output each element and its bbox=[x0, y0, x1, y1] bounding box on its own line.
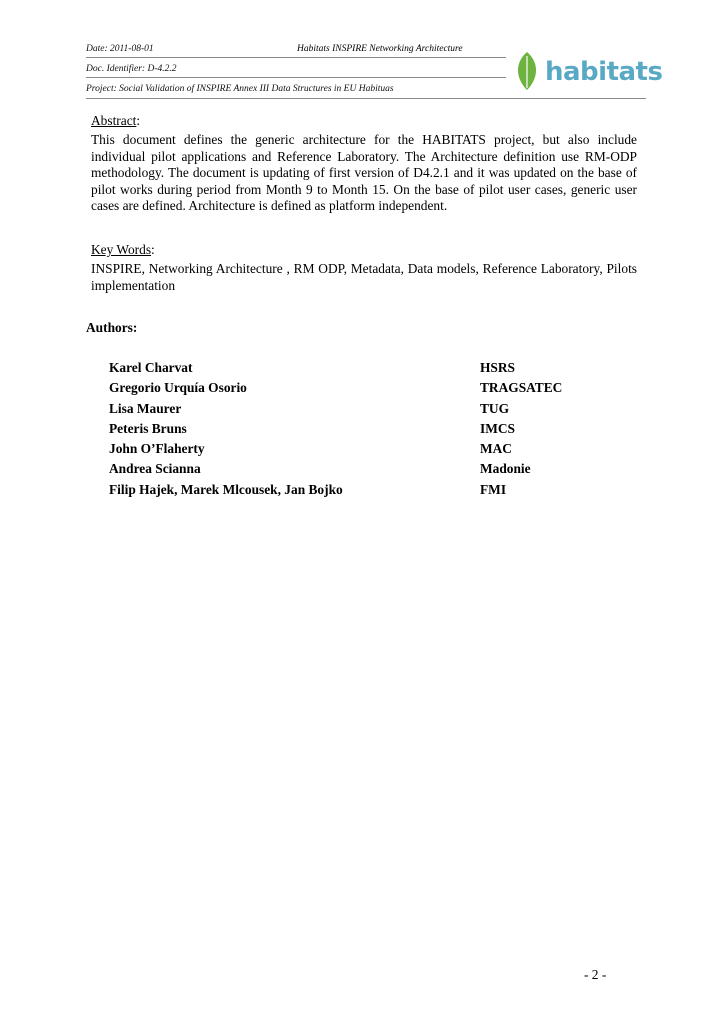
author-name: Lisa Maurer bbox=[109, 400, 182, 416]
author-organization: FMI bbox=[480, 481, 507, 497]
author-name: Karel Charvat bbox=[109, 360, 193, 375]
author-row bbox=[109, 401, 589, 421]
header-date: Date: 2011-08-01 bbox=[86, 44, 154, 54]
header-project: Project: Social Validation of INSPIRE Annex III Data Structures in EU Habituas bbox=[86, 84, 394, 94]
author-organization: IMCS bbox=[480, 420, 515, 436]
keywords-text: INSPIRE, Networking Architecture , RM ODP, Metadata, Data models, Reference Laboratory, Pilots implementation bbox=[91, 261, 637, 293]
author-row bbox=[109, 482, 589, 502]
author-row bbox=[109, 380, 589, 400]
header-divider bbox=[86, 77, 506, 78]
author-organization: TUG bbox=[480, 400, 510, 416]
author-name: John O’Flaherty bbox=[109, 441, 205, 457]
author-organization: Madonie bbox=[480, 461, 531, 477]
author-row bbox=[109, 360, 589, 380]
abstract-text: This document defines the generic architecture for the HABITATS project, but also include individual pilot applications and Reference Laboratory. The Architecture definition use RM-ODP methodology. The document is updating of first version of D4.2.1 and it was updated on the base of pilot works during period from Month 9 to Month 15. On the base of pilot user cases, generic user cases are defined. Architecture is defined as platform independent. bbox=[91, 132, 637, 214]
author-row bbox=[109, 421, 589, 441]
author-organization: HSRS bbox=[480, 360, 515, 375]
authors-list bbox=[109, 360, 589, 502]
author-name: Andrea Scianna bbox=[109, 461, 201, 477]
author-organization: TRAGSATEC bbox=[480, 380, 563, 396]
header-title: Habitats INSPIRE Networking Architecture bbox=[297, 44, 463, 54]
author-name: Filip Hajek, Marek Mlcousek, Jan Bojko bbox=[109, 481, 343, 497]
header-divider bbox=[86, 57, 506, 58]
authors-heading: Authors: bbox=[86, 320, 138, 335]
logo-wordmark: habitats bbox=[545, 57, 663, 87]
header-divider bbox=[86, 98, 646, 99]
abstract-heading: Abstract: bbox=[91, 113, 141, 128]
keywords-label: Key Words bbox=[91, 242, 152, 257]
keywords-heading: Key Words: bbox=[91, 242, 155, 257]
author-row bbox=[109, 441, 589, 461]
page-number: - 2 - bbox=[584, 967, 607, 982]
author-name: Gregorio Urquía Osorio bbox=[109, 380, 247, 396]
author-organization: MAC bbox=[480, 441, 512, 457]
author-row bbox=[109, 461, 589, 481]
author-name: Peteris Bruns bbox=[109, 420, 187, 436]
header-doc-id: Doc. Identifier: D-4.2.2 bbox=[86, 64, 177, 74]
abstract-label: Abstract bbox=[91, 113, 137, 128]
habitats-logo bbox=[511, 44, 663, 94]
